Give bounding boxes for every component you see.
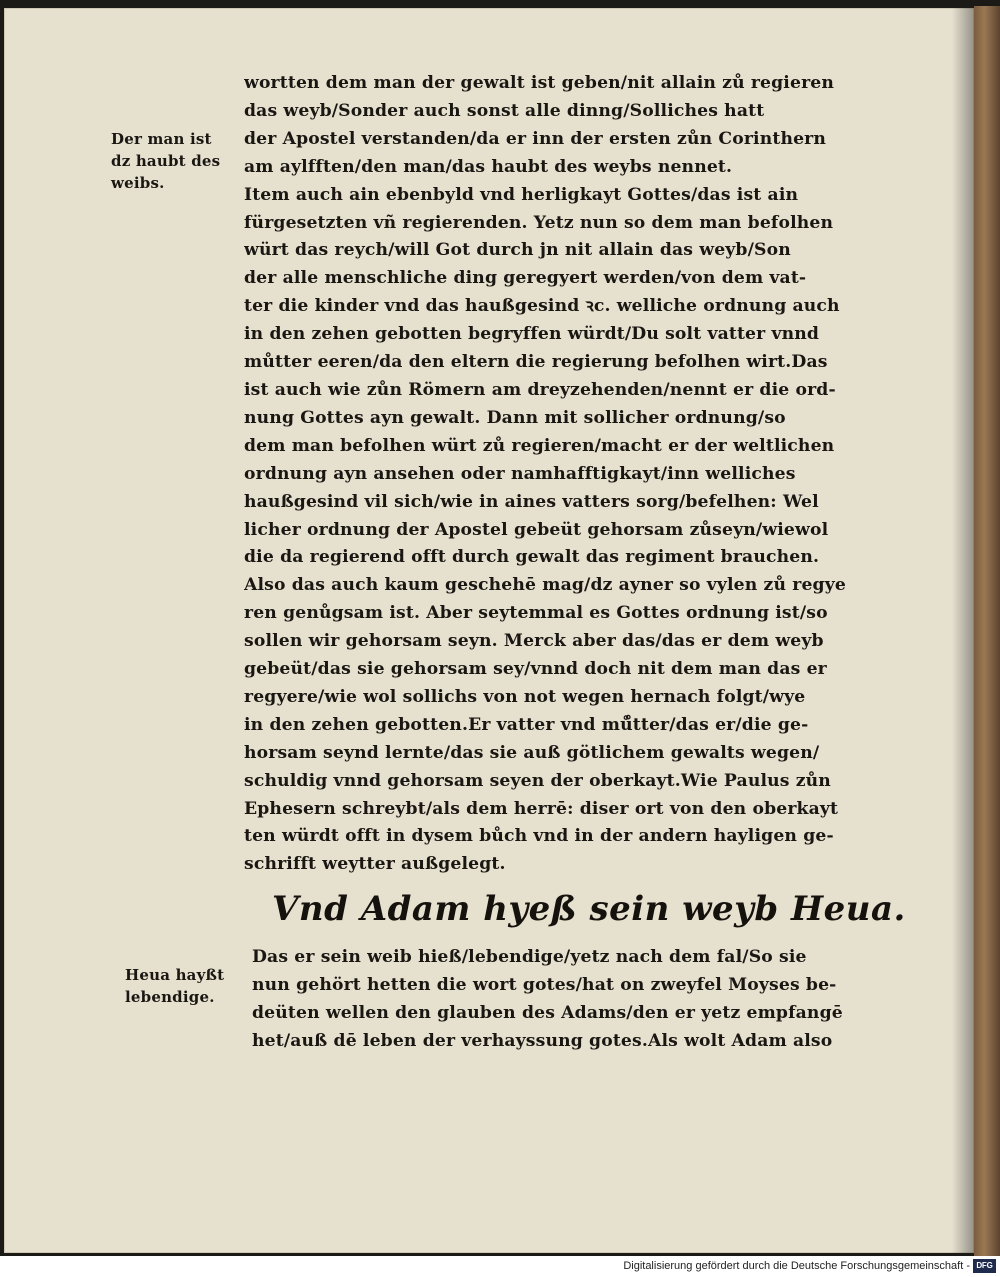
text-line: regyere/wie wol sollichs von not wegen hernach folgt/wye	[244, 686, 806, 707]
text-line: sollen wir gehorsam seyn. Merck aber das/das er dem weyb	[244, 631, 824, 652]
text-line: würt das reych/will Got durch jn nit allain das weyb/Son	[244, 240, 791, 261]
continuation-text	[252, 943, 912, 1055]
dfg-logo: DFG	[973, 1259, 996, 1273]
body-text	[244, 70, 904, 879]
text-line: můtter eeren/da den eltern die regierung befolhen wirt.Das	[244, 352, 828, 373]
text-line: nung Gottes ayn gewalt. Dann mit sollicher ordnung/so	[244, 407, 786, 428]
marginal-note-line: Heua hayßt	[125, 966, 225, 984]
text-line: ter die kinder vnd das haußgesind ꝛc. welliche ordnung auch	[244, 296, 840, 317]
text-line: in den zehen gebotten begryffen würdt/Du solt vatter vnnd	[244, 324, 820, 345]
text-line: am aylfften/den man/das haubt des weybs nennet.	[244, 156, 733, 177]
text-line: Ephesern schreybt/als dem herrē: diser ort von den oberkayt	[244, 798, 839, 819]
text-line: het/auß dē leben der verhayssung gotes.Als wolt Adam also	[252, 1031, 833, 1051]
text-line: deüten wellen den glauben des Adams/den er yetz empfangē	[252, 1003, 843, 1023]
text-line: schrifft weytter außgelegt.	[244, 854, 506, 875]
text-line: das weyb/Sonder auch sonst alle dinng/Solliches hatt	[244, 100, 765, 121]
text-line: horsam seynd lernte/das sie auß götlichem gewalts wegen/	[244, 742, 820, 763]
text-line: die da regierend offt durch gewalt das regiment brauchen.	[244, 547, 820, 568]
book-fore-edge	[974, 6, 1000, 1256]
text-line: licher ordnung der Apostel gebeüt gehorsam zůseyn/wiewol	[244, 519, 829, 540]
funding-credit: Digitalisierung gefördert durch die Deutsche Forschungsgemeinschaft -	[623, 1260, 970, 1272]
text-line: ordnung ayn ansehen oder namhafftigkayt/inn welliches	[244, 463, 796, 484]
marginal-note-1	[111, 128, 231, 194]
marginal-note-2	[125, 964, 245, 1008]
text-line: gebeüt/das sie gehorsam sey/vnnd doch nit dem man das er	[244, 659, 827, 680]
text-line: wortten dem man der gewalt ist geben/nit allain zů regieren	[244, 73, 835, 93]
digitization-footer	[0, 1256, 1000, 1277]
text-line: dem man befolhen würt zů regieren/macht er der weltlichen	[244, 435, 835, 456]
text-line: der alle menschliche ding geregyert werden/von dem vat-	[244, 268, 807, 289]
marginal-note-line: Der man ist	[111, 130, 212, 148]
text-line: fürgesetzten vñ regierenden. Yetz nun so dem man befolhen	[244, 212, 834, 233]
text-line: haußgesind vil sich/wie in aines vatters sorg/befelhen: Wel	[244, 491, 819, 512]
text-line: in den zehen gebotten.Er vatter vnd mů̊tter/das er/die ge-	[244, 714, 809, 735]
text-line: Also das auch kaum geschehē mag/dz ayner so vylen zů regye	[244, 575, 846, 596]
text-line: ren genůgsam ist. Aber seytemmal es Gottes ordnung ist/so	[244, 603, 828, 624]
text-line: Item auch ain ebenbyld vnd herligkayt Gottes/das ist ain	[244, 184, 799, 205]
text-line: ten würdt offt in dysem bůch vnd in der andern hayligen ge-	[244, 826, 834, 847]
marginal-note-line: weibs.	[111, 174, 165, 192]
text-line: der Apostel verstanden/da er inn der ersten zůn Corinthern	[244, 128, 827, 149]
text-line: schuldig vnnd gehorsam seyen der oberkayt.Wie Paulus zůn	[244, 770, 831, 791]
marginal-note-line: lebendige.	[125, 988, 215, 1006]
text-line: Das er sein weib hieß/lebendige/yetz nach dem fal/So sie	[252, 947, 807, 967]
text-line: nun gehört hetten die wort gotes/hat on zweyfel Moyses be-	[252, 975, 837, 995]
text-line: ist auch wie zůn Römern am dreyzehenden/nennt er die ord-	[244, 379, 836, 400]
marginal-note-line: dz haubt des	[111, 152, 221, 170]
section-heading: Vnd Adam hyeß sein weyb Heua.	[272, 889, 906, 929]
